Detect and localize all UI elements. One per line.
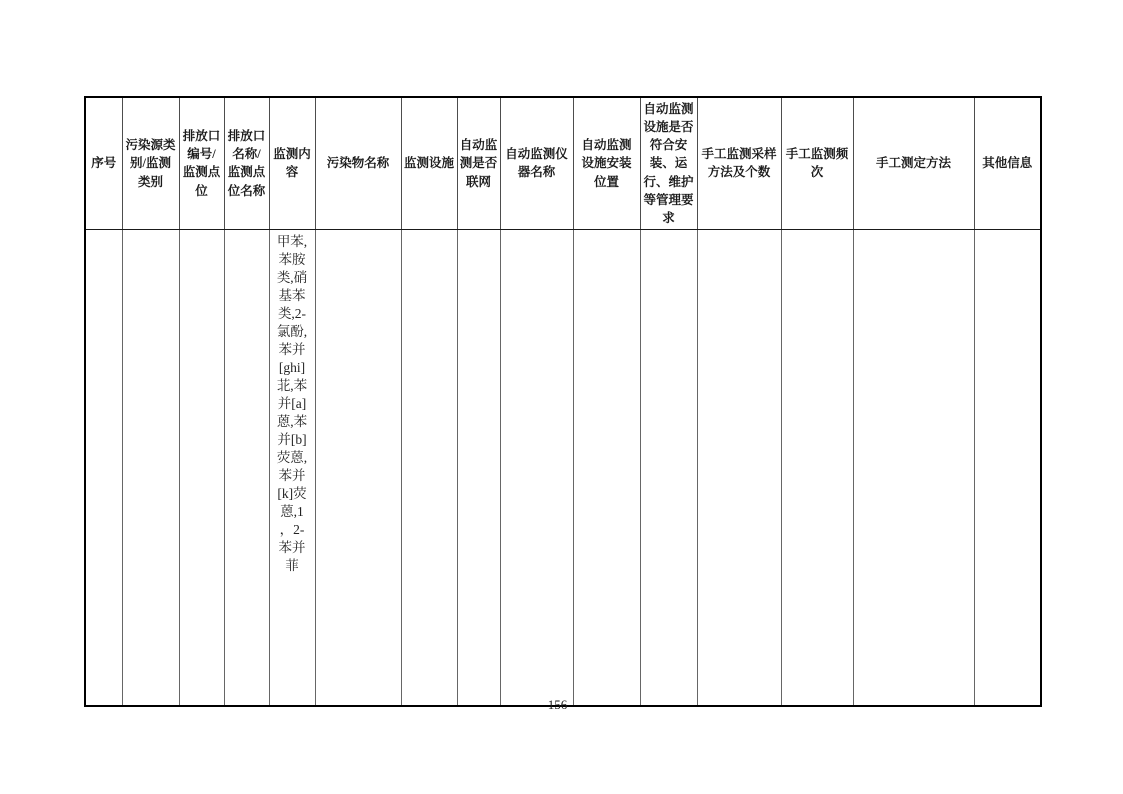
header-manual-determination-method: 手工测定方法 (853, 97, 974, 229)
page-number: 156 (547, 697, 568, 712)
header-manual-monitoring-frequency: 手工监测频次 (781, 97, 853, 229)
cell-other-info (974, 229, 1041, 706)
header-other-info: 其他信息 (974, 97, 1041, 229)
header-auto-monitoring-instrument-name: 自动监测仪器名称 (500, 97, 573, 229)
header-auto-monitoring-install-location: 自动监测设施安装位置 (573, 97, 640, 229)
cell-outlet-number (179, 229, 224, 706)
cell-manual-determination-method (853, 229, 974, 706)
header-row (85, 97, 1041, 229)
header-pollution-source-category: 污染源类别/监测类别 (122, 97, 179, 229)
self-monitoring-table (84, 96, 1042, 707)
cell-auto-monitoring-networked (457, 229, 500, 706)
table-row (85, 229, 1041, 706)
cell-manual-sampling-method (697, 229, 781, 706)
header-serial-no: 序号 (85, 97, 122, 229)
header-auto-monitoring-compliance: 自动监测设施是否符合安装、运行、维护等管理要求 (640, 97, 697, 229)
cell-outlet-name (224, 229, 269, 706)
cell-monitoring-facility (401, 229, 457, 706)
cell-auto-monitoring-install-location (573, 229, 640, 706)
header-outlet-number: 排放口编号/监测点位 (179, 97, 224, 229)
cell-pollutant-name (315, 229, 401, 706)
cell-auto-monitoring-compliance (640, 229, 697, 706)
cell-manual-monitoring-frequency (781, 229, 853, 706)
header-monitoring-facility: 监测设施 (401, 97, 457, 229)
cell-pollution-source-category (122, 229, 179, 706)
cell-auto-monitoring-instrument-name (500, 229, 573, 706)
cell-serial-no (85, 229, 122, 706)
header-manual-sampling-method: 手工监测采样方法及个数 (697, 97, 781, 229)
monitoring-content-text: 甲苯,苯胺类,硝基苯类,2-氯酚,苯并[ghi]苝,苯并[a]蒽,苯并[b]荧蒽,苯并[k]荧蒽,1，2-苯并菲 (276, 233, 308, 573)
header-monitoring-content: 监测内容 (269, 97, 315, 229)
cell-monitoring-content (269, 229, 315, 706)
header-pollutant-name: 污染物名称 (315, 97, 401, 229)
header-outlet-name: 排放口名称/监测点位名称 (224, 97, 269, 229)
header-auto-monitoring-networked: 自动监测是否联网 (457, 97, 500, 229)
